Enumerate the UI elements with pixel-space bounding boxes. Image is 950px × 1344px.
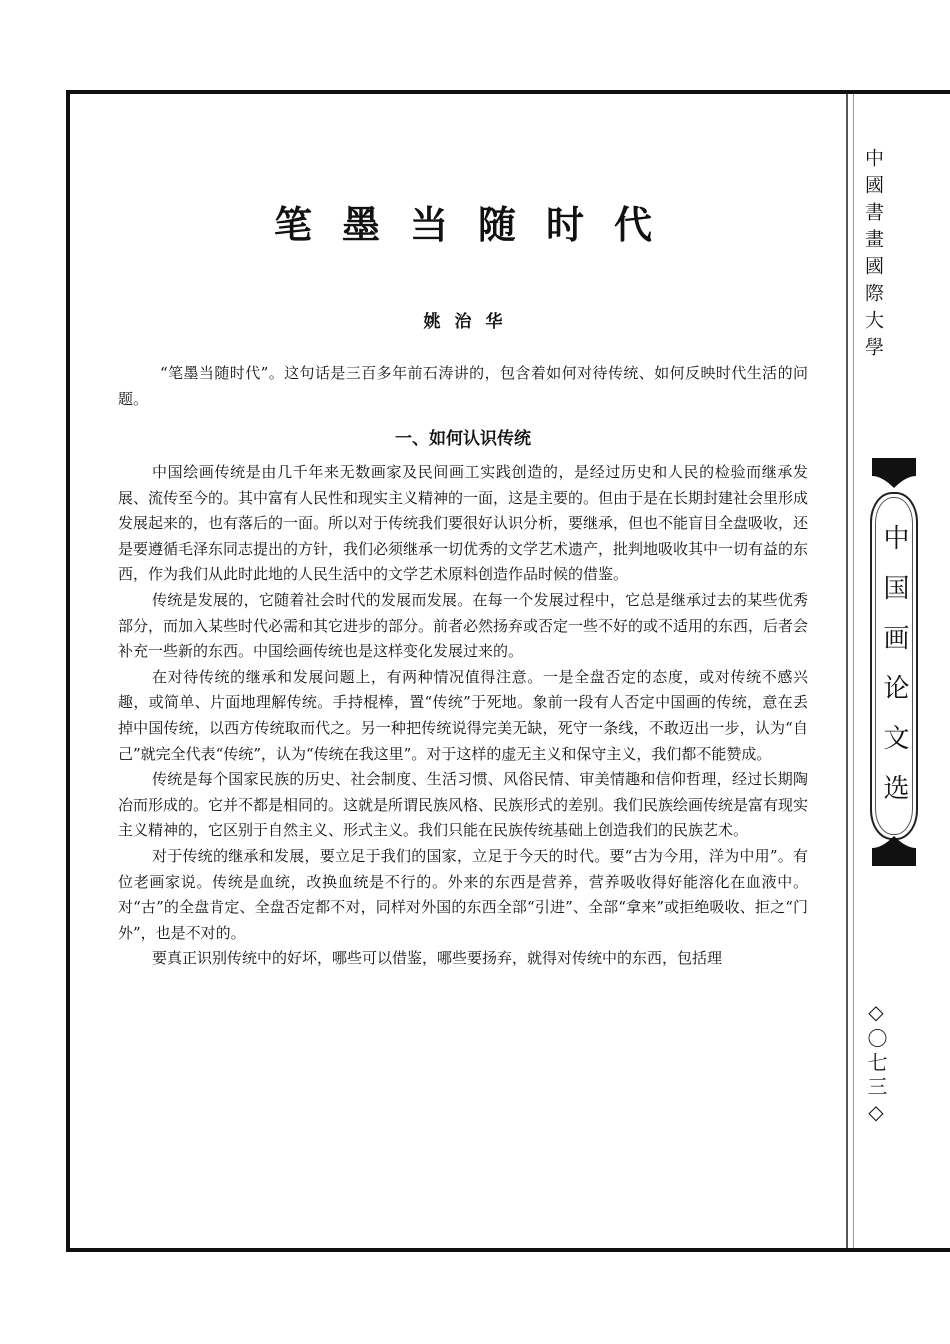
paragraph: 在对待传统的继承和发展问题上，有两种情况值得注意。一是全盘否定的态度，或对传统不感兴趣，或简单、片面地理解传统。手持棍棒，置“传统”于死地。象前一段有人否定中国画的传统，意在丢掉中国传统，以西方传统取而代之。另一种把传统说得完美无缺，死守一条线，不敢迈出一步，认为“自己”就完全代表“传统”，认为“传统在我这里”。对于这样的虚无主义和保守主义，我们都不能赞成。 (118, 667, 808, 763)
article-title: 笔墨当随时代 (273, 202, 682, 247)
section-title: 一、如何认识传统 (395, 429, 531, 449)
article-author: 姚治华 (423, 312, 517, 332)
ornament-bar-bottom (872, 852, 916, 866)
ornament-notch-top (872, 472, 916, 488)
frame-bottom-border (66, 1248, 950, 1252)
article-intro: “笔墨当随时代”。这句话是三百多年前石涛讲的，包含着如何对待传统、如何反映时代生活的问题。 (118, 364, 808, 408)
paragraph: 传统是每个国家民族的历史、社会制度、生活习惯、风俗民情、审美情趣和信仰哲理，经过长期陶冶而形成的。它并不都是相同的。这就是所谓民族风格、民族形式的差别。我们民族绘画传统是富有现实主义精神的，它区别于自然主义、形式主义。我们只能在民族传统基础上创造我们的民族艺术。 (118, 770, 809, 840)
paragraph: 中国绘画传统是由几千年来无数画家及民间画工实践创造的，是经过历史和人民的检验而继承发展、流传至今的。其中富有人民性和现实主义精神的一面，这是主要的。但由于是在长期封建社会里形成发展起来的，也有落后的一面。所以对于传统我们要很好认识分析，要继承，但也不能盲目全盘吸收，还是要遵循毛泽东同志提出的方针，我们必须继承一切优秀的文学艺术遗产，批判地吸收其中一切有益的东西，作为我们从此时此地的人民生活中的文学艺术原料创造作品时候的借鉴。 (118, 463, 809, 584)
paragraph: 传统是发展的，它随着社会时代的发展而发展。在每一个发展过程中，它总是继承过去的某些优秀部分，而加入某些时代必需和其它进步的部分。前者必然扬弃或否定一些不好的或不适用的东西，后者会补充一些新的东西。中国绘画传统也是这样变化发展过来的。 (118, 590, 809, 661)
column-divider-inner (853, 94, 854, 1248)
paragraph: 要真正识别传统中的好坏，哪些可以借鉴，哪些要扬弃，就得对传统中的东西，包括理 (152, 949, 723, 968)
frame-left-border (66, 90, 70, 1252)
page-number: ◇〇七三◇ (864, 1000, 888, 1128)
column-divider (846, 94, 848, 1248)
article-body (118, 460, 808, 972)
publisher-label: 中國書畫國際大學 (862, 148, 884, 364)
book-title: 中国画论文选 (879, 524, 909, 824)
ornament-bar-top (872, 458, 916, 472)
frame-top-border (66, 90, 950, 94)
paragraph: 对于传统的继承和发展，要立足于我们的国家，立足于今天的时代。要“古为今用，洋为中用”。有位老画家说。传统是血统，改换血统是不行的。外来的东西是营养，营养吸收得好能溶化在血液中。对“古”的全盘肯定、全盘否定都不对，同样对外国的东西全部“引进”、全部“拿来”或拒绝吸收、拒之“门外”，也是不对的。 (118, 846, 808, 942)
ornament-notch-bottom (872, 836, 916, 852)
